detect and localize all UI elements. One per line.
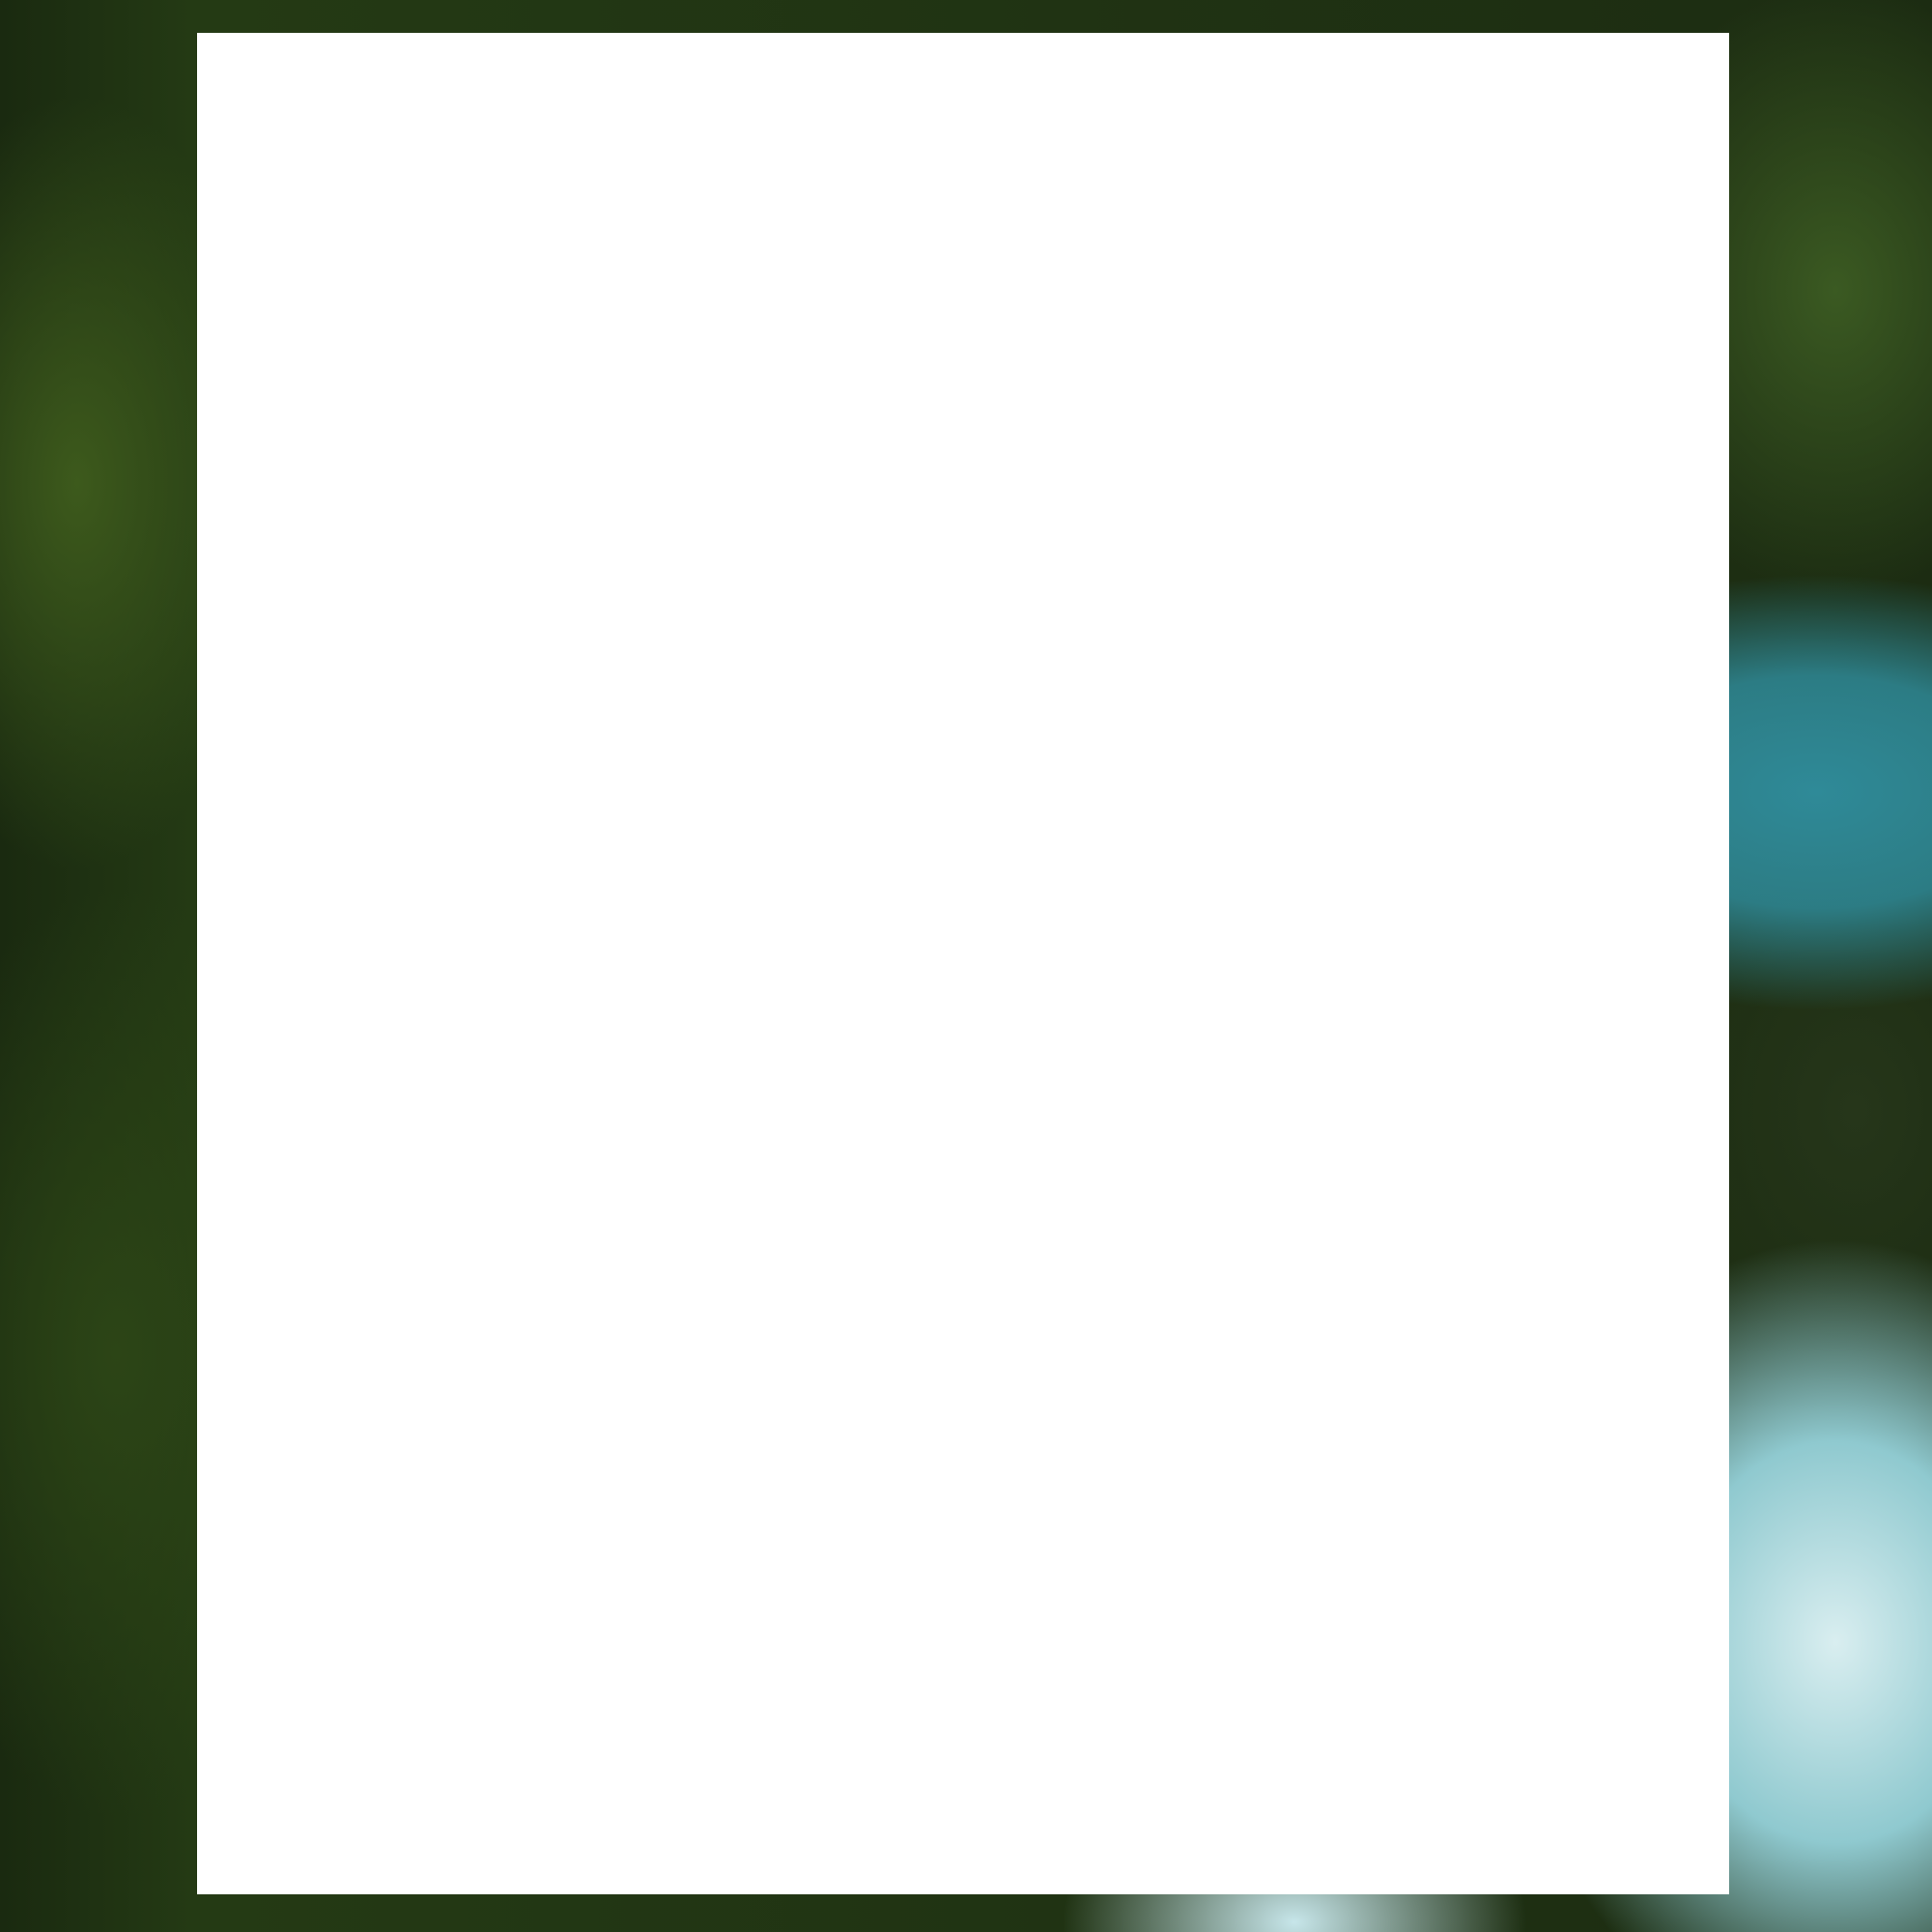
nutrition-sheet xyxy=(197,33,1729,1894)
